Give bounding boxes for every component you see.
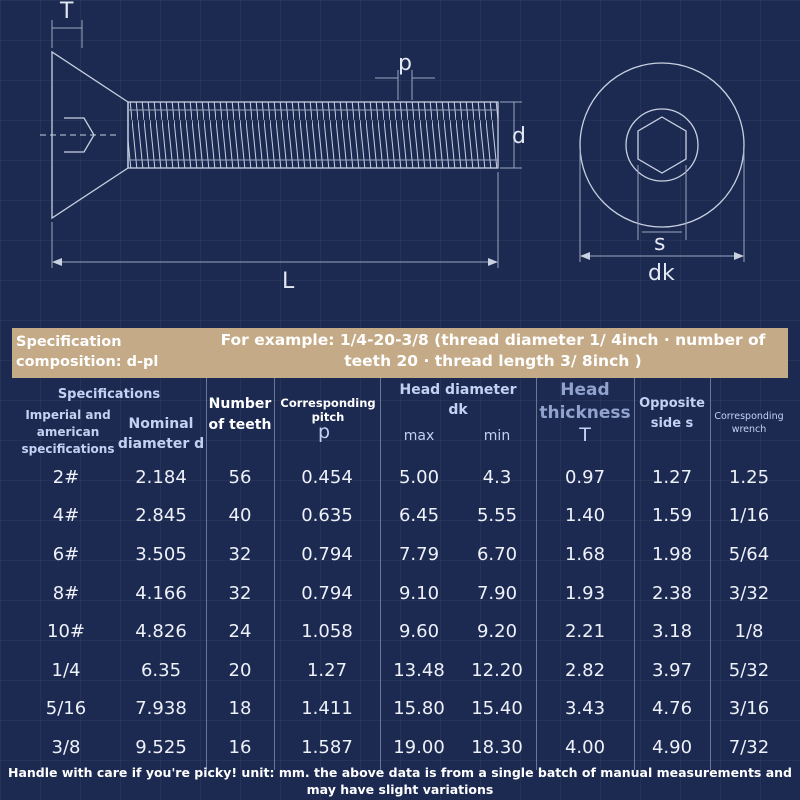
table-cell: 9.10	[398, 582, 440, 604]
table-cell: 10#	[47, 621, 85, 643]
table-cell: 12.20	[471, 659, 523, 681]
screw-top-view	[580, 63, 744, 286]
table-cell: 32	[228, 543, 252, 565]
spec-composition-label: Specification composition: d-pl	[16, 334, 159, 370]
table-cell: 1/8	[734, 621, 764, 643]
table-cell: 0.635	[301, 505, 353, 527]
header-nominal-diameter: Nominal diameter d	[117, 416, 205, 452]
table-cell: 16	[228, 736, 252, 758]
table-cell: 2.21	[564, 621, 606, 643]
header-head-diameter: Head diameter dk	[399, 382, 517, 418]
p-dimension	[375, 51, 435, 100]
header-number-of-teeth: Number of teeth	[208, 396, 272, 433]
table-cell: 3/8	[51, 736, 81, 758]
table-cell: 5/16	[45, 698, 87, 720]
table-cell: 5.55	[476, 505, 518, 527]
table-cell: 0.97	[564, 466, 606, 488]
table-cell: 1/16	[728, 505, 770, 527]
table-cell: 2.38	[651, 582, 693, 604]
table-cell: 8#	[52, 582, 80, 604]
l-dimension	[52, 172, 498, 294]
table-cell: 19.00	[393, 736, 445, 758]
header-specifications: Specifications	[57, 386, 161, 402]
table-cell: 7/32	[728, 736, 770, 758]
table-cell: 4.826	[135, 621, 187, 643]
table-cell: 5/32	[728, 659, 770, 681]
table-cell: 2#	[52, 466, 80, 488]
table-cell: 40	[228, 505, 252, 527]
l-label: L	[282, 269, 295, 294]
table-cell: 3/32	[728, 582, 770, 604]
header-head-thickness: Head thickness	[539, 380, 631, 423]
table-cell: 1.27	[306, 659, 348, 681]
table-cell: 7.90	[476, 582, 518, 604]
table-cell: 1.68	[564, 543, 606, 565]
table-cell: 32	[228, 582, 252, 604]
table-cell: 6.70	[476, 543, 518, 565]
table-cell: 3/16	[728, 698, 770, 720]
t-dimension	[52, 0, 82, 48]
header-imperial: Imperial and american specifications	[21, 407, 115, 456]
table-cell: 9.20	[476, 621, 518, 643]
dk-label: dk	[648, 261, 675, 286]
table-cell: 18.30	[471, 736, 523, 758]
table-cell: 7.79	[398, 543, 440, 565]
table-cell: 1/4	[51, 659, 81, 681]
table-cell: 3.43	[564, 698, 606, 720]
table-cell: 6#	[52, 543, 80, 565]
table-cell: 4.00	[564, 736, 606, 758]
p-label: p	[398, 51, 412, 76]
table-cell: 3.97	[651, 659, 693, 681]
d-label: d	[512, 124, 526, 149]
footnote: Handle with care if you're picky! unit: mm. the above data is from a single batch of manual measurements and may have slight variations	[7, 765, 792, 797]
table-cell: 4#	[52, 505, 80, 527]
table-cell: 1.59	[651, 505, 693, 527]
table-cell: 6.45	[398, 505, 440, 527]
table-cell: 1.25	[728, 466, 770, 488]
header-corresponding-pitch: Corresponding pitch	[280, 396, 376, 424]
table-cell: 0.794	[301, 543, 353, 565]
table-cell: 15.80	[393, 698, 445, 720]
header-head-thickness-symbol: T	[579, 424, 591, 446]
header-pitch-symbol: p	[317, 421, 331, 443]
table-cell: 0.794	[301, 582, 353, 604]
table-cell: 24	[228, 621, 252, 643]
table-cell: 9.525	[135, 736, 187, 758]
table-cell: 6.35	[140, 659, 182, 681]
table-cell: 1.98	[651, 543, 693, 565]
table-cell: 13.48	[393, 659, 445, 681]
table-cell: 1.411	[301, 698, 353, 720]
header-min: min	[483, 428, 511, 444]
header-max: max	[403, 428, 435, 444]
table-cell: 3.505	[135, 543, 187, 565]
table-cell: 0.454	[301, 466, 353, 488]
table-cell: 20	[228, 659, 252, 681]
table-cell: 1.587	[301, 736, 353, 758]
table-cell: 2.845	[135, 505, 187, 527]
screw-drawing	[0, 0, 800, 330]
screw-side-view	[40, 52, 498, 218]
table-cell: 15.40	[471, 698, 523, 720]
spec-banner	[12, 328, 788, 378]
header-opposite-side: Opposite side s	[639, 396, 705, 431]
table-cell: 1.058	[301, 621, 353, 643]
table-cell: 7.938	[135, 698, 187, 720]
t-label: T	[60, 0, 74, 24]
table-cell: 1.27	[651, 466, 693, 488]
table-cell: 2.184	[135, 466, 187, 488]
table-cell: 4.3	[482, 466, 512, 488]
table-cell: 5.00	[398, 466, 440, 488]
table-cell: 4.166	[135, 582, 187, 604]
table-cell: 1.40	[564, 505, 606, 527]
table-cell: 4.90	[651, 736, 693, 758]
table-cell: 3.18	[651, 621, 693, 643]
table-cell: 1.93	[564, 582, 606, 604]
table-cell: 9.60	[398, 621, 440, 643]
table-cell: 4.76	[651, 698, 693, 720]
table-cell: 5/64	[728, 543, 770, 565]
spec-table	[12, 378, 788, 770]
table-cell: 18	[228, 698, 252, 720]
header-wrench: Corresponding wrench	[714, 411, 784, 435]
s-label: s	[654, 231, 666, 256]
d-dimension	[500, 102, 526, 168]
spec-example: For example: 1/4-20-3/8 (thread diameter 1/ 4inch · number of teeth 20 · thread length 3/ 8inch )	[220, 331, 766, 370]
table-cell: 2.82	[564, 659, 606, 681]
table-cell: 56	[228, 466, 252, 488]
